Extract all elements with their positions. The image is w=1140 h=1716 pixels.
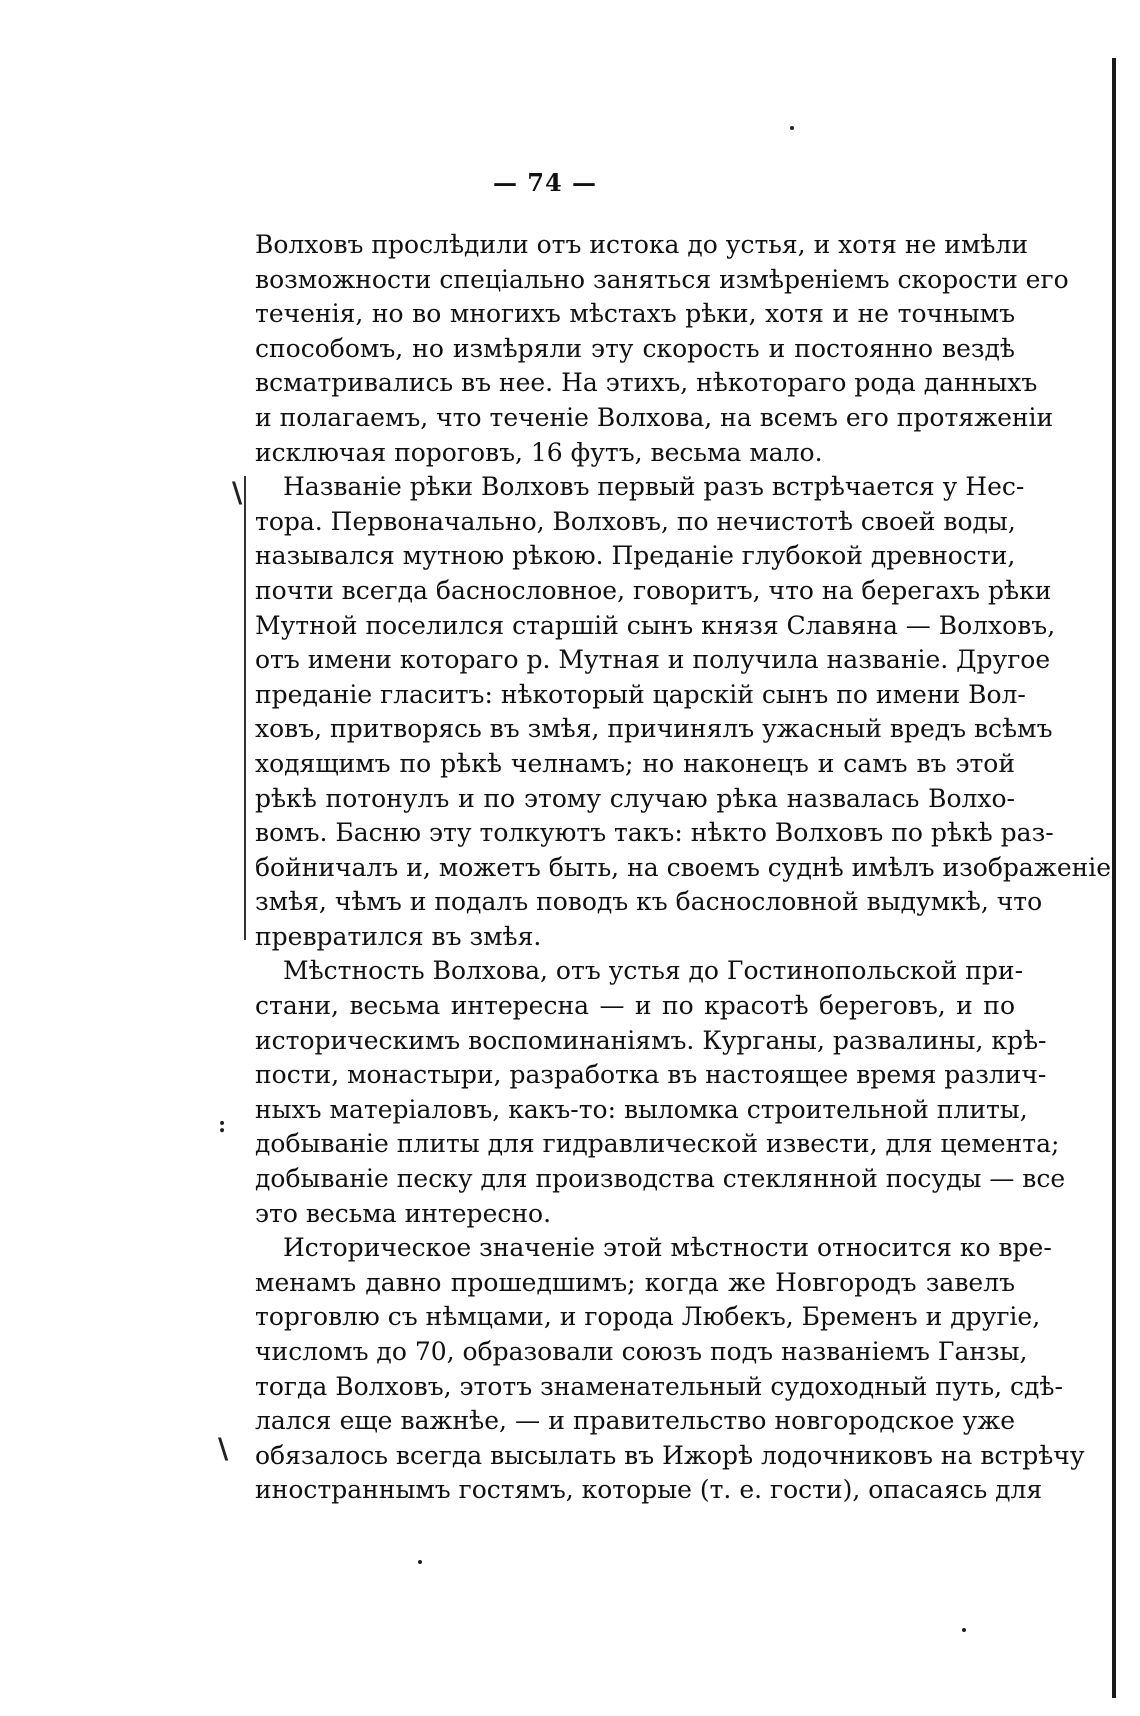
print-speck (418, 1560, 422, 1564)
text-line: тора. Первоначально, Волховъ, по нечистотѣ своей воды, (255, 506, 1016, 536)
text-line: менамъ давно прошедшимъ; когда же Новгородъ завелъ (255, 1267, 1015, 1297)
text-line: ховъ, притворясь въ змѣя, причинялъ ужасный вредъ всѣмъ (255, 714, 1053, 744)
body-text (255, 228, 1112, 1508)
text-line: отъ имени котораго р. Мутная и получила названіе. Другое (255, 645, 1051, 675)
text-line: торговлю съ нѣмцами, и города Любекъ, Бременъ и другіе, (255, 1302, 1041, 1332)
paragraph (255, 228, 1069, 470)
text-line: Мутной поселился старшій сынъ князя Славяна — Волховъ, (255, 610, 1056, 640)
text-line: лался еще важнѣе, — и правительство новгородское уже (255, 1406, 1015, 1436)
text-line: назывался мутною рѣкою. Преданіе глубокой древности, (255, 541, 1016, 571)
text-line: ныхъ матеріаловъ, какъ-то: выломка строительной плиты, (255, 1094, 1028, 1124)
text-line: бойничалъ и, можетъ быть, на своемъ суднѣ имѣлъ изображеніе (255, 852, 1112, 882)
margin-pencil-mark: \ (232, 476, 243, 509)
text-line: превратился въ змѣя. (255, 921, 542, 951)
text-line: пости, монастыри, разработка въ настоящее время различ- (255, 1060, 1047, 1090)
page-number: — 74 — (492, 168, 598, 197)
text-line: и полагаемъ, что теченіе Волхова, на всемъ его протяженіи (255, 402, 1054, 432)
text-line: Волховъ прослѣдили отъ истока до устья, и хотя не имѣли (255, 230, 1029, 259)
text-line: иностраннымъ гостямъ, которые (т. е. гости), опасаясь для (255, 1475, 1043, 1505)
text-line: змѣя, чѣмъ и подалъ поводъ къ баснословной выдумкѣ, что (255, 887, 1043, 917)
text-line: стани, весьма интересна — и по красотѣ береговъ, и по (255, 991, 1015, 1021)
paragraph (255, 470, 1112, 954)
print-speck (790, 126, 794, 130)
text-line: способомъ, но измѣряли эту скорость и постоянно вездѣ (255, 333, 1015, 363)
text-line: добываніе плиты для гидравлической извести, для цемента; (255, 1129, 1060, 1159)
text-line: тогда Волховъ, этотъ знаменательный судоходный путь, сдѣ- (255, 1371, 1063, 1401)
text-line: почти всегда баснословное, говоритъ, что на берегахъ рѣки (255, 575, 1052, 605)
text-line: добываніе песку для производства стеклянной посуды — все (255, 1164, 1066, 1194)
text-line: всматривались въ нее. На этихъ, нѣкотораго рода данныхъ (255, 368, 1038, 398)
text-line: ходящимъ по рѣкѣ челнамъ; но наконецъ и самъ въ этой (255, 748, 1015, 778)
text-line: Названіе рѣки Волховъ первый разъ встрѣчается у Нес- (283, 472, 1025, 502)
text-line: это весьма интересно. (255, 1198, 552, 1228)
page-edge-line (1112, 58, 1116, 1698)
paragraph (255, 954, 1066, 1231)
text-line: рѣкѣ потонулъ и по этому случаю рѣка назвалась Волхо- (255, 783, 1015, 813)
margin-pencil-bracket (244, 476, 249, 940)
text-line: теченія, но во многихъ мѣстахъ рѣки, хотя и не точнымъ (255, 299, 1015, 329)
text-line: Историческое значеніе этой мѣстности относится ко вре- (283, 1233, 1052, 1263)
text-line: Мѣстность Волхова, отъ устья до Гостинопольской при- (283, 956, 1024, 986)
print-speck (962, 1628, 966, 1632)
margin-pencil-mark: \ (218, 1432, 229, 1465)
text-line: историческимъ воспоминаніямъ. Курганы, развалины, крѣ- (255, 1025, 1047, 1055)
text-line: возможности спеціально заняться измѣреніемъ скорости его (255, 264, 1069, 294)
text-line: числомъ до 70, образовали союзъ подъ названіемъ Ганзы, (255, 1337, 1028, 1366)
text-line: обязалось всегда высылать въ Ижорѣ лодочниковъ на встрѣчу (255, 1440, 1085, 1470)
text-line: преданіе гласитъ: нѣкоторый царскій сынъ по имени Вол- (255, 679, 1026, 709)
paragraph (255, 1231, 1085, 1508)
text-line: вомъ. Басню эту толкуютъ такъ: нѣкто Волховъ по рѣкѣ раз- (255, 818, 1054, 848)
text-line: исключая пороговъ, 16 футъ, весьма мало. (255, 437, 823, 467)
margin-pencil-mark: : (218, 1112, 227, 1138)
